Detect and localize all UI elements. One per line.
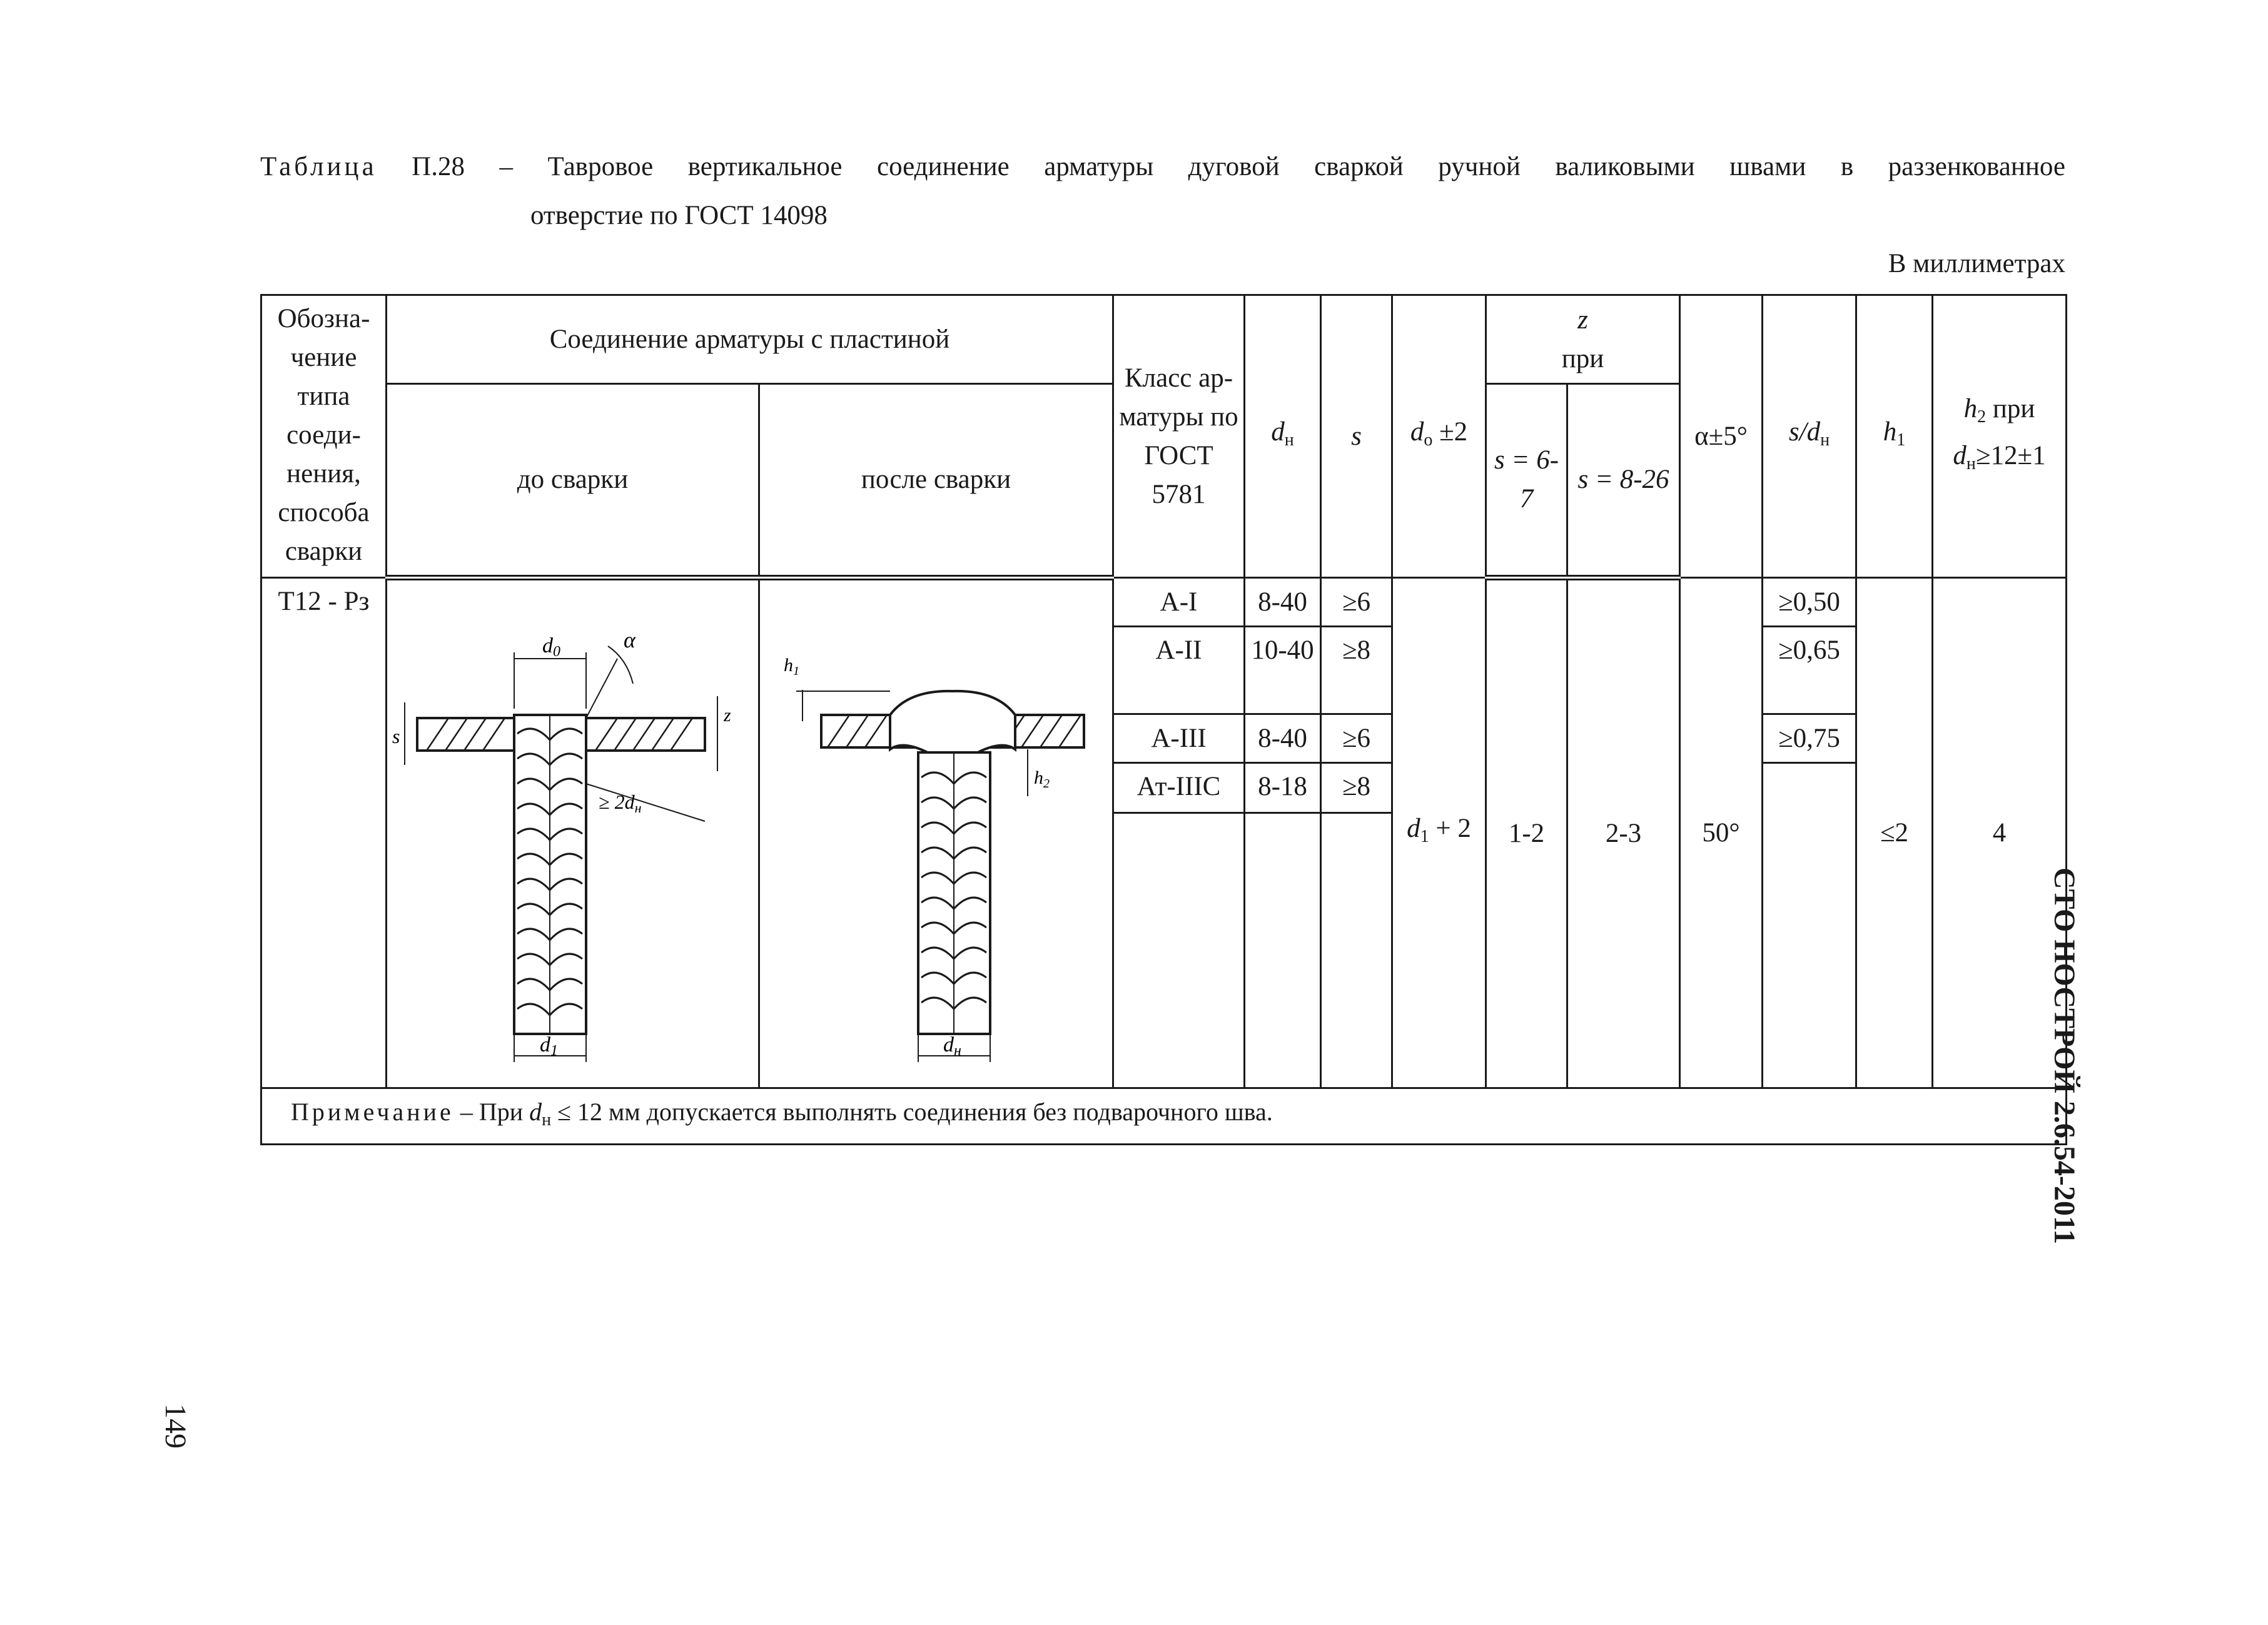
h1-value-cell: ≤2	[1856, 578, 1933, 1088]
spacer-cell	[1321, 813, 1392, 1088]
spacer-cell	[1113, 813, 1245, 1088]
s-cell: ≥6	[1321, 714, 1392, 763]
dn-cell: 10-40	[1245, 627, 1321, 714]
spacer-cell	[1245, 813, 1321, 1088]
header-h2: $h_2$ при $d_н\ge 12\pm 1$	[1933, 295, 2067, 578]
s-cell: ≥8	[1321, 763, 1392, 813]
header-z-s2: s = 8-26	[1567, 384, 1680, 578]
standard-title: СТО НОСТРОЙ 2.6.54-2011	[2048, 867, 2081, 1245]
header-h1: $h_1$	[1856, 295, 1933, 578]
label-alpha: α	[624, 627, 635, 652]
header-connection: Соединение арматуры с пластиной	[387, 295, 1113, 384]
after-welding-drawing	[765, 596, 1103, 1071]
header-s: s	[1321, 295, 1392, 578]
class-cell: А-II	[1113, 627, 1245, 714]
s-dn-cell: ≥0,75	[1763, 714, 1856, 763]
drawing-before-cell	[387, 578, 759, 1088]
dn-cell: 8-18	[1245, 763, 1321, 813]
header-after-welding: после сварки	[759, 384, 1113, 578]
class-cell: А-III	[1113, 714, 1245, 763]
s-dn-cell	[1763, 763, 1856, 1088]
type-code-cell: Т12 - Рз	[261, 578, 387, 1088]
table-note: Примечание – При $d_н \le 12$ мм допускается выполнять соединения без подварочного шва.	[261, 1088, 2067, 1145]
header-alpha: α±5°	[1680, 295, 1763, 578]
s-dn-cell: ≥0,65	[1763, 627, 1856, 714]
dn-cell: 8-40	[1245, 714, 1321, 763]
s-cell: ≥6	[1321, 578, 1392, 627]
h2-value-cell: 4	[1933, 578, 2067, 1088]
plate-hatching	[427, 718, 692, 751]
header-s-dn: $s/d_н$	[1763, 295, 1856, 578]
class-cell: А-I	[1113, 578, 1245, 627]
label-s: s	[392, 725, 400, 747]
label-2dn: ≥ 2dн	[599, 791, 642, 816]
label-z: z	[724, 705, 731, 726]
label-d0: d0	[542, 634, 560, 660]
label-h1: $h_1$	[784, 655, 799, 678]
plate-left	[417, 718, 514, 751]
header-dn: $d_н$	[1245, 295, 1321, 578]
welding-table	[260, 294, 2067, 1145]
drawing-after-cell	[759, 578, 1113, 1088]
before-welding-drawing	[392, 596, 742, 1071]
caption-line-2: отверстие по ГОСТ 14098	[530, 201, 828, 230]
header-d0: $d_о \pm 2$	[1392, 295, 1486, 578]
weld-bead	[890, 691, 1015, 752]
label-d1: d1	[540, 1033, 558, 1059]
units-note: В миллиметрах	[1888, 249, 2065, 278]
header-designation: Обозна-чение типа соеди-нения, способа сварки	[261, 295, 387, 578]
dn-cell: 8-40	[1245, 578, 1321, 627]
header-z-s1: s = 6-7	[1486, 384, 1567, 578]
caption-label: Таблица	[260, 152, 377, 181]
d0-value-cell: $d_1 + 2$	[1392, 578, 1486, 1088]
page-number: 149	[159, 1404, 192, 1449]
class-cell: Ат-IIIС	[1113, 763, 1245, 813]
caption-line-1: П.28 – Тавровое вертикальное соединение арматуры дуговой сваркой ручной валиковыми швами в раззенкованное	[412, 152, 2065, 181]
s-cell: ≥8	[1321, 627, 1392, 714]
table-caption	[260, 140, 2065, 194]
label-dn: dн	[943, 1033, 961, 1059]
s-dn-cell: ≥0,50	[1763, 578, 1856, 627]
alpha-value-cell: 50°	[1680, 578, 1763, 1088]
label-h2: $h_2$	[1034, 767, 1050, 791]
header-rebar-class: Класс ар-матуры по ГОСТ 5781	[1113, 295, 1245, 578]
z1-value-cell: 1-2	[1486, 578, 1567, 1088]
z2-value-cell: 2-3	[1567, 578, 1680, 1088]
header-z: z при	[1486, 295, 1680, 384]
plate-right	[586, 718, 705, 751]
header-before-welding: до сварки	[387, 384, 759, 578]
